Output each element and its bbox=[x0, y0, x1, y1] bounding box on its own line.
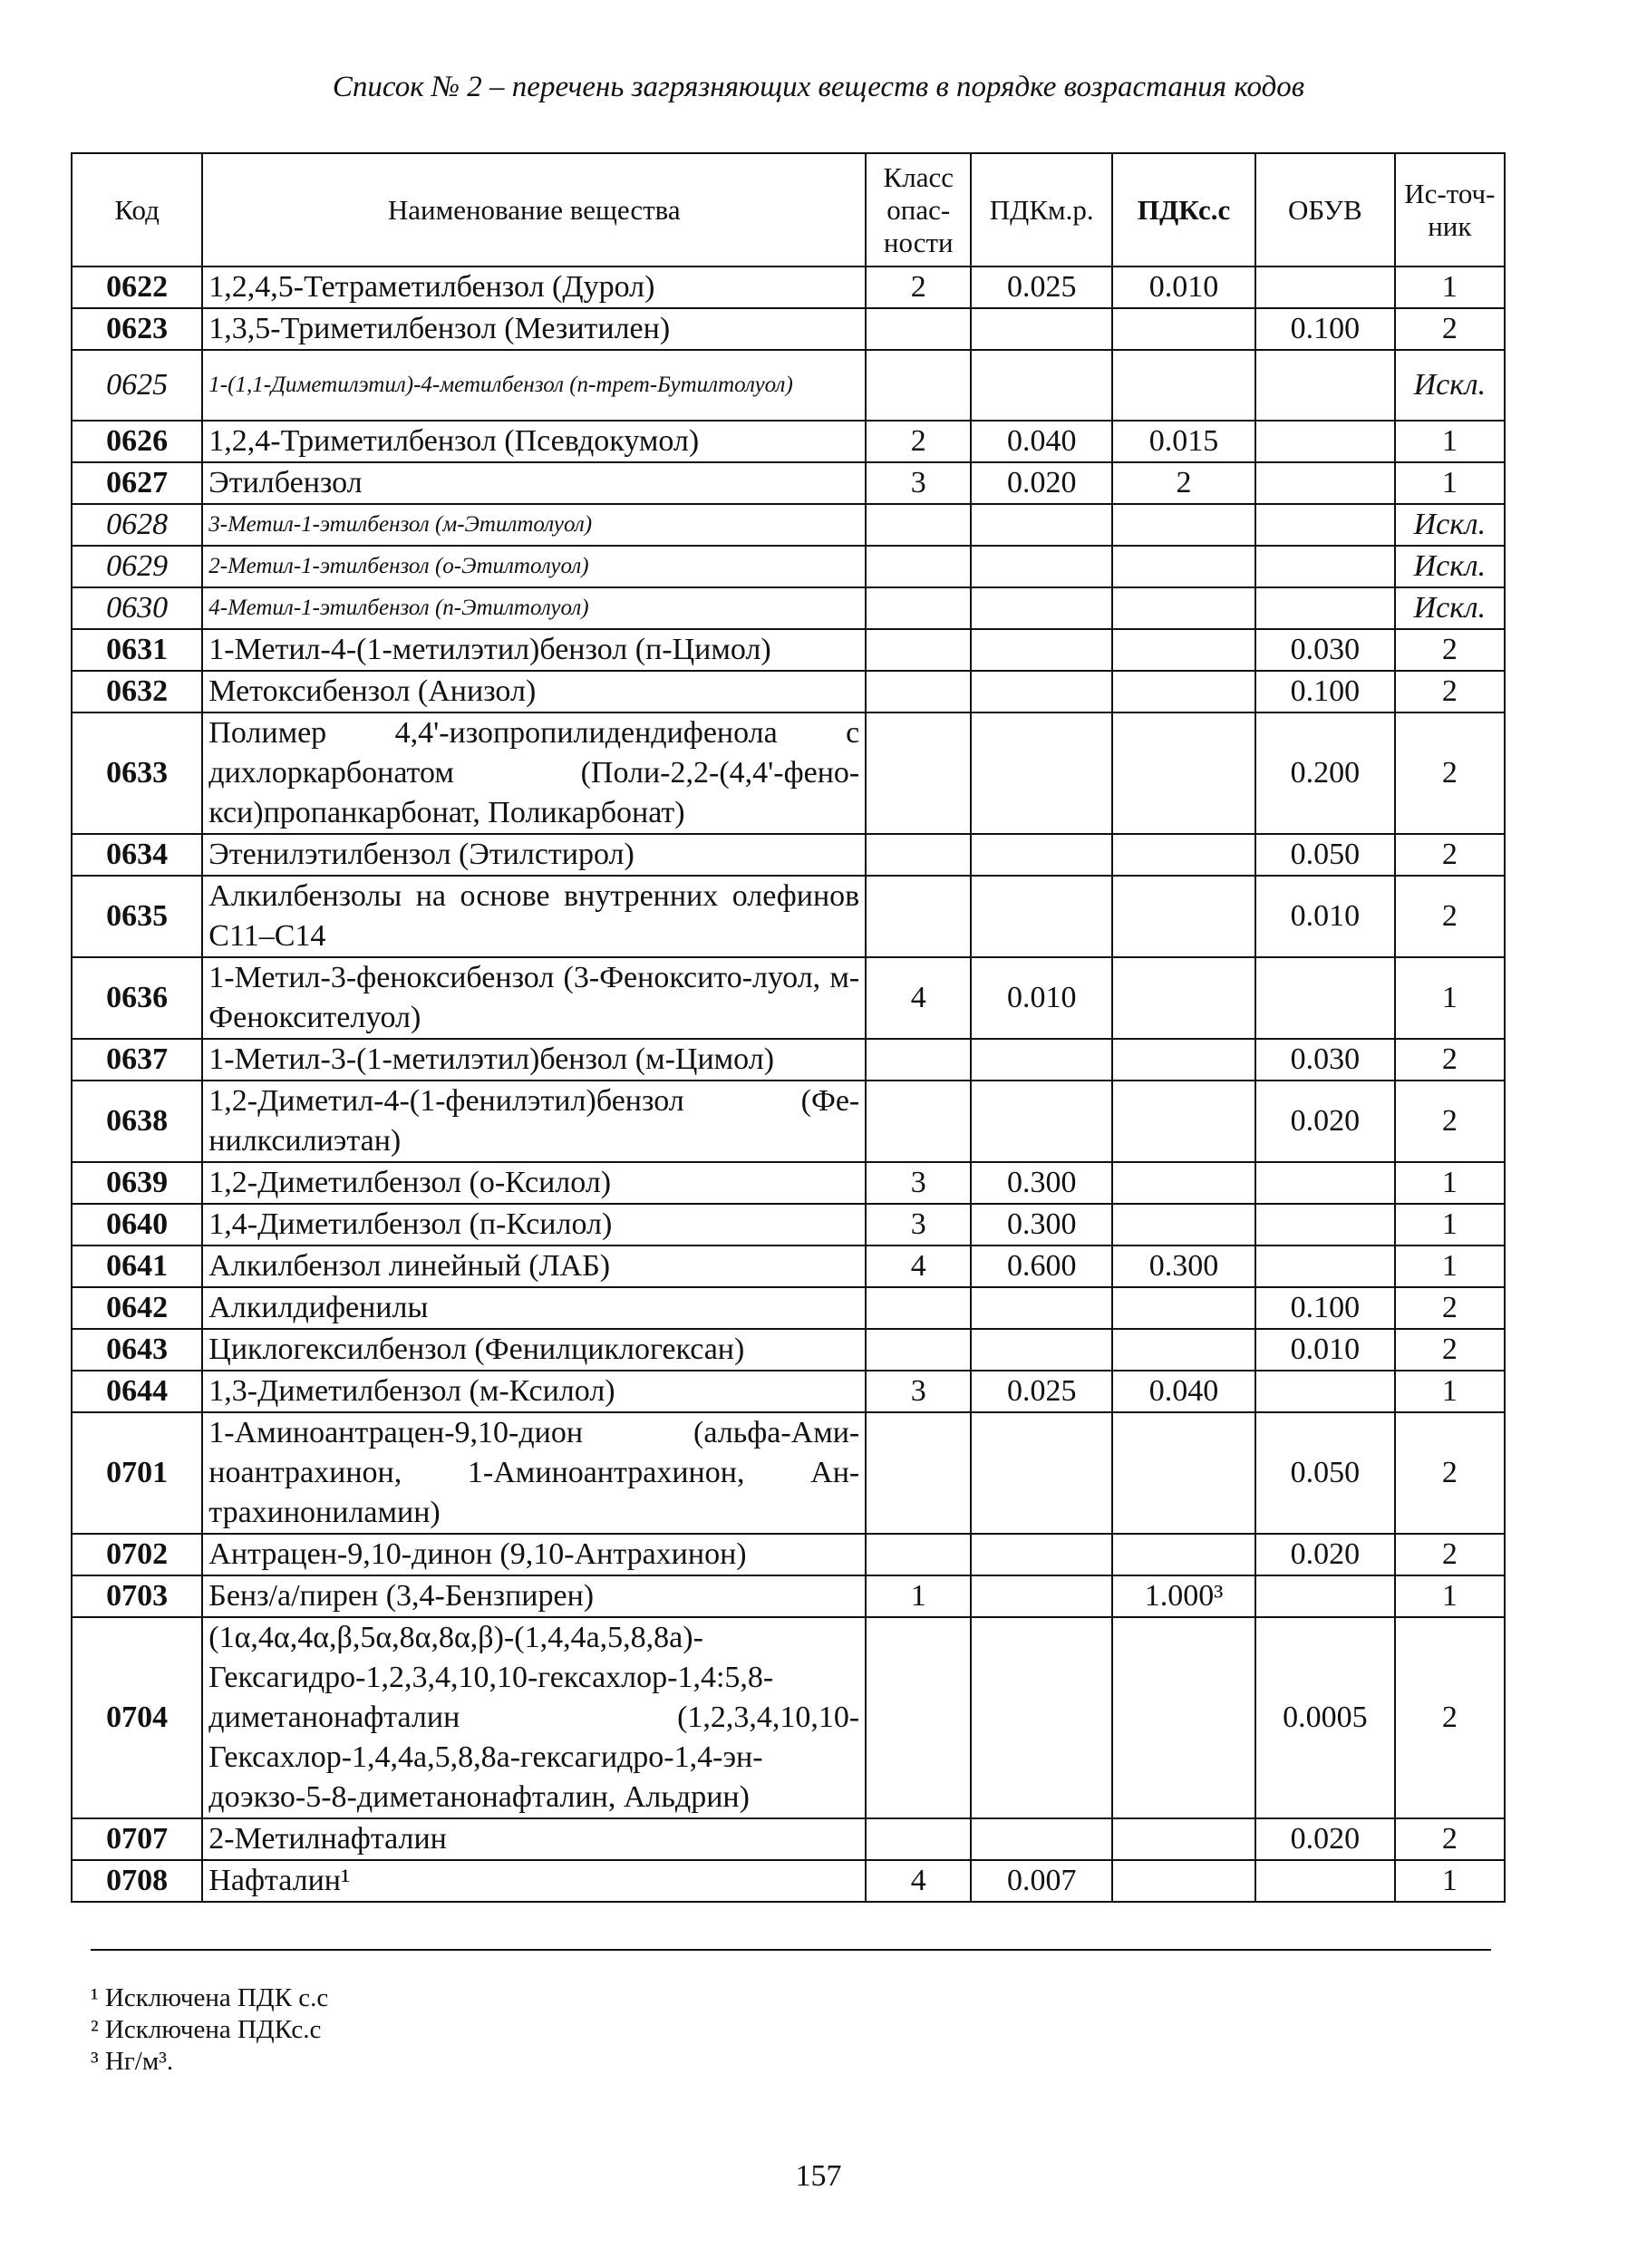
cell-pdk-mr bbox=[971, 1617, 1112, 1818]
header-obuv: ОБУВ bbox=[1255, 153, 1395, 267]
cell-pdk-cc bbox=[1112, 1039, 1255, 1081]
cell-pdk-cc bbox=[1112, 1818, 1255, 1860]
cell-obuv bbox=[1255, 1860, 1395, 1902]
cell-code: 0637 bbox=[72, 1039, 202, 1081]
cell-class bbox=[866, 712, 971, 834]
cell-pdk-cc bbox=[1112, 1287, 1255, 1329]
cell-class bbox=[866, 876, 971, 957]
cell-code: 0622 bbox=[72, 267, 202, 308]
cell-class bbox=[866, 1039, 971, 1081]
cell-source: 2 bbox=[1395, 834, 1505, 876]
cell-pdk-mr bbox=[971, 1534, 1112, 1575]
cell-class: 3 bbox=[866, 1162, 971, 1204]
cell-obuv bbox=[1255, 267, 1395, 308]
cell-source: 2 bbox=[1395, 1617, 1505, 1818]
cell-source: 1 bbox=[1395, 1575, 1505, 1617]
cell-class bbox=[866, 587, 971, 629]
table-row bbox=[72, 1245, 1505, 1287]
cell-name: 2-Метил-1-этилбензол (о-Этилтолуол) bbox=[202, 546, 866, 587]
cell-pdk-cc: 0.015 bbox=[1112, 421, 1255, 462]
cell-name: 1,2,4-Триметилбензол (Псевдокумол) bbox=[202, 421, 866, 462]
cell-source: Искл. bbox=[1395, 587, 1505, 629]
cell-class: 1 bbox=[866, 1575, 971, 1617]
cell-obuv: 0.100 bbox=[1255, 671, 1395, 712]
cell-obuv bbox=[1255, 350, 1395, 421]
cell-name: 2-Метилнафталин bbox=[202, 1818, 866, 1860]
cell-source: 2 bbox=[1395, 1534, 1505, 1575]
cell-source: 2 bbox=[1395, 671, 1505, 712]
table-row bbox=[72, 308, 1505, 350]
cell-obuv: 0.030 bbox=[1255, 629, 1395, 671]
cell-pdk-mr bbox=[971, 308, 1112, 350]
header-pdk-cc: ПДКс.с bbox=[1112, 153, 1255, 267]
cell-obuv: 0.030 bbox=[1255, 1039, 1395, 1081]
cell-name: 1,2,4,5-Тетраметилбензол (Дурол) bbox=[202, 267, 866, 308]
cell-pdk-mr bbox=[971, 629, 1112, 671]
cell-name: 1-(1,1-Диметилэтил)-4-метилбензол (п-трет-Бутилтолуол) bbox=[202, 350, 866, 421]
table-header-row bbox=[72, 153, 1505, 267]
table-body bbox=[72, 267, 1505, 1902]
cell-obuv: 0.020 bbox=[1255, 1534, 1395, 1575]
cell-pdk-cc bbox=[1112, 350, 1255, 421]
cell-pdk-cc bbox=[1112, 671, 1255, 712]
header-class: Класс опас-ности bbox=[866, 153, 971, 267]
table-row bbox=[72, 671, 1505, 712]
cell-class bbox=[866, 1617, 971, 1818]
cell-obuv bbox=[1255, 587, 1395, 629]
cell-name: 1-Метил-3-(1-метилэтил)бензол (м-Цимол) bbox=[202, 1039, 866, 1081]
cell-source: 1 bbox=[1395, 421, 1505, 462]
table-row bbox=[72, 1039, 1505, 1081]
cell-source: 2 bbox=[1395, 1039, 1505, 1081]
cell-pdk-cc bbox=[1112, 1081, 1255, 1162]
cell-pdk-mr: 0.025 bbox=[971, 1371, 1112, 1412]
cell-name: Циклогексилбензол (Фенилциклогексан) bbox=[202, 1329, 866, 1371]
cell-obuv: 0.010 bbox=[1255, 1329, 1395, 1371]
header-source: Ис-точ-ник bbox=[1395, 153, 1505, 267]
cell-code: 0642 bbox=[72, 1287, 202, 1329]
cell-pdk-mr: 0.010 bbox=[971, 957, 1112, 1039]
cell-source: 2 bbox=[1395, 1081, 1505, 1162]
cell-obuv bbox=[1255, 1245, 1395, 1287]
cell-code: 0636 bbox=[72, 957, 202, 1039]
cell-class bbox=[866, 834, 971, 876]
table-row bbox=[72, 587, 1505, 629]
cell-pdk-mr: 0.020 bbox=[971, 462, 1112, 504]
cell-pdk-mr bbox=[971, 1081, 1112, 1162]
cell-class bbox=[866, 629, 971, 671]
footnote-3: ³ Нг/м³. bbox=[91, 2047, 174, 2076]
cell-code: 0634 bbox=[72, 834, 202, 876]
cell-class: 3 bbox=[866, 462, 971, 504]
cell-class bbox=[866, 308, 971, 350]
cell-class bbox=[866, 1081, 971, 1162]
cell-name: Алкилдифенилы bbox=[202, 1287, 866, 1329]
cell-name: 4-Метил-1-этилбензол (п-Этилтолуол) bbox=[202, 587, 866, 629]
cell-name: Полимер 4,4'-изопропилидендифенола с дихлоркарбонатом (Поли-2,2-(4,4'-фено-кси)пропанкарбонат, Поликарбонат) bbox=[202, 712, 866, 834]
cell-obuv: 0.100 bbox=[1255, 308, 1395, 350]
cell-pdk-cc bbox=[1112, 1617, 1255, 1818]
cell-obuv: 0.050 bbox=[1255, 834, 1395, 876]
cell-source: 1 bbox=[1395, 1245, 1505, 1287]
cell-class bbox=[866, 546, 971, 587]
cell-source: 2 bbox=[1395, 712, 1505, 834]
cell-obuv: 0.0005 bbox=[1255, 1617, 1395, 1818]
header-pdk-mr: ПДКм.р. bbox=[971, 153, 1112, 267]
cell-name: Алкилбензолы на основе внутренних олефинов C11–C14 bbox=[202, 876, 866, 957]
cell-name: 3-Метил-1-этилбензол (м-Этилтолуол) bbox=[202, 504, 866, 546]
footnote-2: ² Исключена ПДКс.с bbox=[91, 2015, 322, 2044]
cell-code: 0632 bbox=[72, 671, 202, 712]
cell-source: 2 bbox=[1395, 1412, 1505, 1534]
cell-pdk-mr bbox=[971, 712, 1112, 834]
cell-name: Этенилэтилбензол (Этилстирол) bbox=[202, 834, 866, 876]
cell-source: 1 bbox=[1395, 957, 1505, 1039]
cell-class bbox=[866, 1818, 971, 1860]
table-row bbox=[72, 834, 1505, 876]
cell-code: 0639 bbox=[72, 1162, 202, 1204]
cell-code: 0631 bbox=[72, 629, 202, 671]
cell-name: 1,3,5-Триметилбензол (Мезитилен) bbox=[202, 308, 866, 350]
cell-obuv bbox=[1255, 421, 1395, 462]
cell-code: 0640 bbox=[72, 1204, 202, 1245]
pollutants-table bbox=[71, 152, 1506, 1903]
cell-pdk-mr: 0.300 bbox=[971, 1204, 1112, 1245]
cell-name: 1,3-Диметилбензол (м-Ксилол) bbox=[202, 1371, 866, 1412]
cell-source: 2 bbox=[1395, 876, 1505, 957]
table-row bbox=[72, 1534, 1505, 1575]
cell-pdk-mr bbox=[971, 834, 1112, 876]
cell-pdk-cc: 0.040 bbox=[1112, 1371, 1255, 1412]
cell-name: Алкилбензол линейный (ЛАБ) bbox=[202, 1245, 866, 1287]
cell-class: 4 bbox=[866, 957, 971, 1039]
cell-pdk-cc: 0.300 bbox=[1112, 1245, 1255, 1287]
cell-code: 0643 bbox=[72, 1329, 202, 1371]
header-name: Наименование вещества bbox=[202, 153, 866, 267]
table-row bbox=[72, 1081, 1505, 1162]
cell-pdk-cc: 2 bbox=[1112, 462, 1255, 504]
cell-pdk-cc bbox=[1112, 957, 1255, 1039]
cell-obuv bbox=[1255, 504, 1395, 546]
cell-class: 2 bbox=[866, 421, 971, 462]
cell-source: 1 bbox=[1395, 267, 1505, 308]
cell-obuv: 0.020 bbox=[1255, 1818, 1395, 1860]
cell-obuv bbox=[1255, 1162, 1395, 1204]
cell-code: 0707 bbox=[72, 1818, 202, 1860]
cell-pdk-mr bbox=[971, 1039, 1112, 1081]
cell-obuv bbox=[1255, 546, 1395, 587]
cell-code: 0635 bbox=[72, 876, 202, 957]
cell-pdk-mr: 0.600 bbox=[971, 1245, 1112, 1287]
cell-pdk-mr: 0.040 bbox=[971, 421, 1112, 462]
cell-class bbox=[866, 504, 971, 546]
cell-source: 2 bbox=[1395, 1329, 1505, 1371]
table-row bbox=[72, 421, 1505, 462]
cell-pdk-cc bbox=[1112, 587, 1255, 629]
table-row bbox=[72, 876, 1505, 957]
table-row bbox=[72, 546, 1505, 587]
cell-obuv: 0.010 bbox=[1255, 876, 1395, 957]
cell-obuv: 0.200 bbox=[1255, 712, 1395, 834]
cell-obuv bbox=[1255, 957, 1395, 1039]
table-row bbox=[72, 1204, 1505, 1245]
cell-name: Бенз/а/пирен (3,4-Бензпирен) bbox=[202, 1575, 866, 1617]
cell-name: Метоксибензол (Анизол) bbox=[202, 671, 866, 712]
cell-name: 1,2-Диметилбензол (о-Ксилол) bbox=[202, 1162, 866, 1204]
page-number: 157 bbox=[795, 2159, 842, 2193]
cell-source: Искл. bbox=[1395, 504, 1505, 546]
cell-code: 0630 bbox=[72, 587, 202, 629]
cell-pdk-mr bbox=[971, 1287, 1112, 1329]
cell-pdk-mr bbox=[971, 1818, 1112, 1860]
cell-code: 0638 bbox=[72, 1081, 202, 1162]
cell-source: 2 bbox=[1395, 629, 1505, 671]
cell-source: 1 bbox=[1395, 1204, 1505, 1245]
cell-pdk-cc bbox=[1112, 629, 1255, 671]
cell-pdk-mr bbox=[971, 587, 1112, 629]
header-code: Код bbox=[72, 153, 202, 267]
footnote-1: ¹ Исключена ПДК с.с bbox=[91, 1983, 329, 2012]
table-row bbox=[72, 1575, 1505, 1617]
cell-code: 0708 bbox=[72, 1860, 202, 1902]
cell-pdk-mr bbox=[971, 1329, 1112, 1371]
table-row bbox=[72, 629, 1505, 671]
table-row bbox=[72, 1162, 1505, 1204]
cell-pdk-cc bbox=[1112, 1412, 1255, 1534]
cell-pdk-mr bbox=[971, 1575, 1112, 1617]
cell-code: 0702 bbox=[72, 1534, 202, 1575]
cell-source: 2 bbox=[1395, 308, 1505, 350]
table-row bbox=[72, 1329, 1505, 1371]
cell-name: 1-Аминоантрацен-9,10-дион (альфа-Ами-ноантрахинон, 1-Аминоантрахинон, Ан-трахинониламин) bbox=[202, 1412, 866, 1534]
cell-class: 4 bbox=[866, 1860, 971, 1902]
cell-source: 2 bbox=[1395, 1287, 1505, 1329]
cell-code: 0625 bbox=[72, 350, 202, 421]
cell-pdk-cc bbox=[1112, 1162, 1255, 1204]
cell-class bbox=[866, 671, 971, 712]
table-row bbox=[72, 1412, 1505, 1534]
cell-code: 0623 bbox=[72, 308, 202, 350]
cell-class: 4 bbox=[866, 1245, 971, 1287]
table-row bbox=[72, 462, 1505, 504]
cell-class bbox=[866, 1412, 971, 1534]
cell-pdk-mr bbox=[971, 350, 1112, 421]
cell-pdk-mr: 0.007 bbox=[971, 1860, 1112, 1902]
cell-code: 0701 bbox=[72, 1412, 202, 1534]
table-row bbox=[72, 504, 1505, 546]
cell-name: 1,4-Диметилбензол (п-Ксилол) bbox=[202, 1204, 866, 1245]
table-row bbox=[72, 350, 1505, 421]
cell-code: 0627 bbox=[72, 462, 202, 504]
cell-pdk-cc bbox=[1112, 1204, 1255, 1245]
cell-source: Искл. bbox=[1395, 546, 1505, 587]
cell-pdk-cc bbox=[1112, 504, 1255, 546]
cell-name: Нафталин¹ bbox=[202, 1860, 866, 1902]
table-row bbox=[72, 957, 1505, 1039]
cell-pdk-mr bbox=[971, 1412, 1112, 1534]
cell-code: 0704 bbox=[72, 1617, 202, 1818]
cell-pdk-cc bbox=[1112, 546, 1255, 587]
table-row bbox=[72, 1818, 1505, 1860]
cell-obuv bbox=[1255, 1575, 1395, 1617]
cell-code: 0633 bbox=[72, 712, 202, 834]
cell-obuv bbox=[1255, 1371, 1395, 1412]
cell-name: 1-Метил-4-(1-метилэтил)бензол (п-Цимол) bbox=[202, 629, 866, 671]
cell-pdk-cc bbox=[1112, 1534, 1255, 1575]
cell-pdk-cc: 0.010 bbox=[1112, 267, 1255, 308]
cell-pdk-cc bbox=[1112, 712, 1255, 834]
table-row bbox=[72, 267, 1505, 308]
cell-code: 0703 bbox=[72, 1575, 202, 1617]
cell-code: 0629 bbox=[72, 546, 202, 587]
cell-class bbox=[866, 1329, 971, 1371]
cell-source: 1 bbox=[1395, 462, 1505, 504]
cell-code: 0628 bbox=[72, 504, 202, 546]
cell-class bbox=[866, 1287, 971, 1329]
cell-class: 2 bbox=[866, 267, 971, 308]
cell-pdk-mr bbox=[971, 671, 1112, 712]
cell-obuv: 0.050 bbox=[1255, 1412, 1395, 1534]
cell-name: 1-Метил-3-феноксибензол (3-Феноксито-луол, м-Феноксителуол) bbox=[202, 957, 866, 1039]
cell-name: Антрацен-9,10-динон (9,10-Антрахинон) bbox=[202, 1534, 866, 1575]
cell-obuv: 0.100 bbox=[1255, 1287, 1395, 1329]
cell-source: 1 bbox=[1395, 1860, 1505, 1902]
cell-pdk-cc bbox=[1112, 876, 1255, 957]
cell-name: Этилбензол bbox=[202, 462, 866, 504]
cell-class bbox=[866, 350, 971, 421]
cell-pdk-mr: 0.025 bbox=[971, 267, 1112, 308]
cell-pdk-mr bbox=[971, 504, 1112, 546]
cell-class: 3 bbox=[866, 1204, 971, 1245]
table-row bbox=[72, 712, 1505, 834]
cell-pdk-mr: 0.300 bbox=[971, 1162, 1112, 1204]
cell-obuv bbox=[1255, 1204, 1395, 1245]
cell-obuv bbox=[1255, 462, 1395, 504]
table-row bbox=[72, 1617, 1505, 1818]
cell-code: 0644 bbox=[72, 1371, 202, 1412]
cell-class: 3 bbox=[866, 1371, 971, 1412]
cell-code: 0626 bbox=[72, 421, 202, 462]
cell-pdk-mr bbox=[971, 876, 1112, 957]
cell-class bbox=[866, 1534, 971, 1575]
cell-pdk-cc bbox=[1112, 1329, 1255, 1371]
page-title: Список № 2 – перечень загрязняющих веществ в порядке возрастания кодов bbox=[332, 71, 1305, 103]
table-row bbox=[72, 1860, 1505, 1902]
cell-pdk-cc bbox=[1112, 308, 1255, 350]
cell-pdk-cc bbox=[1112, 1860, 1255, 1902]
cell-source: 1 bbox=[1395, 1162, 1505, 1204]
cell-name: (1α,4α,4α,β,5α,8α,8α,β)-(1,4,4а,5,8,8а)-Гексагидро-1,2,3,4,10,10-гексахлор-1,4:5,8-диметанонафталин (1,2,3,4,10,10-Гексахлор-1,4,4а,5,8,8а-гексагидро-1,4-эн-доэкзо-5-8-диметанонафталин, Альдрин) bbox=[202, 1617, 866, 1818]
table-row bbox=[72, 1287, 1505, 1329]
cell-obuv: 0.020 bbox=[1255, 1081, 1395, 1162]
footnote-divider bbox=[91, 1949, 1491, 1951]
cell-pdk-mr bbox=[971, 546, 1112, 587]
cell-source: Искл. bbox=[1395, 350, 1505, 421]
cell-pdk-cc: 1.000³ bbox=[1112, 1575, 1255, 1617]
cell-pdk-cc bbox=[1112, 834, 1255, 876]
cell-code: 0641 bbox=[72, 1245, 202, 1287]
cell-source: 2 bbox=[1395, 1818, 1505, 1860]
table-row bbox=[72, 1371, 1505, 1412]
cell-name: 1,2-Диметил-4-(1-фенилэтил)бензол (Фе-нилксилиэтан) bbox=[202, 1081, 866, 1162]
cell-source: 1 bbox=[1395, 1371, 1505, 1412]
